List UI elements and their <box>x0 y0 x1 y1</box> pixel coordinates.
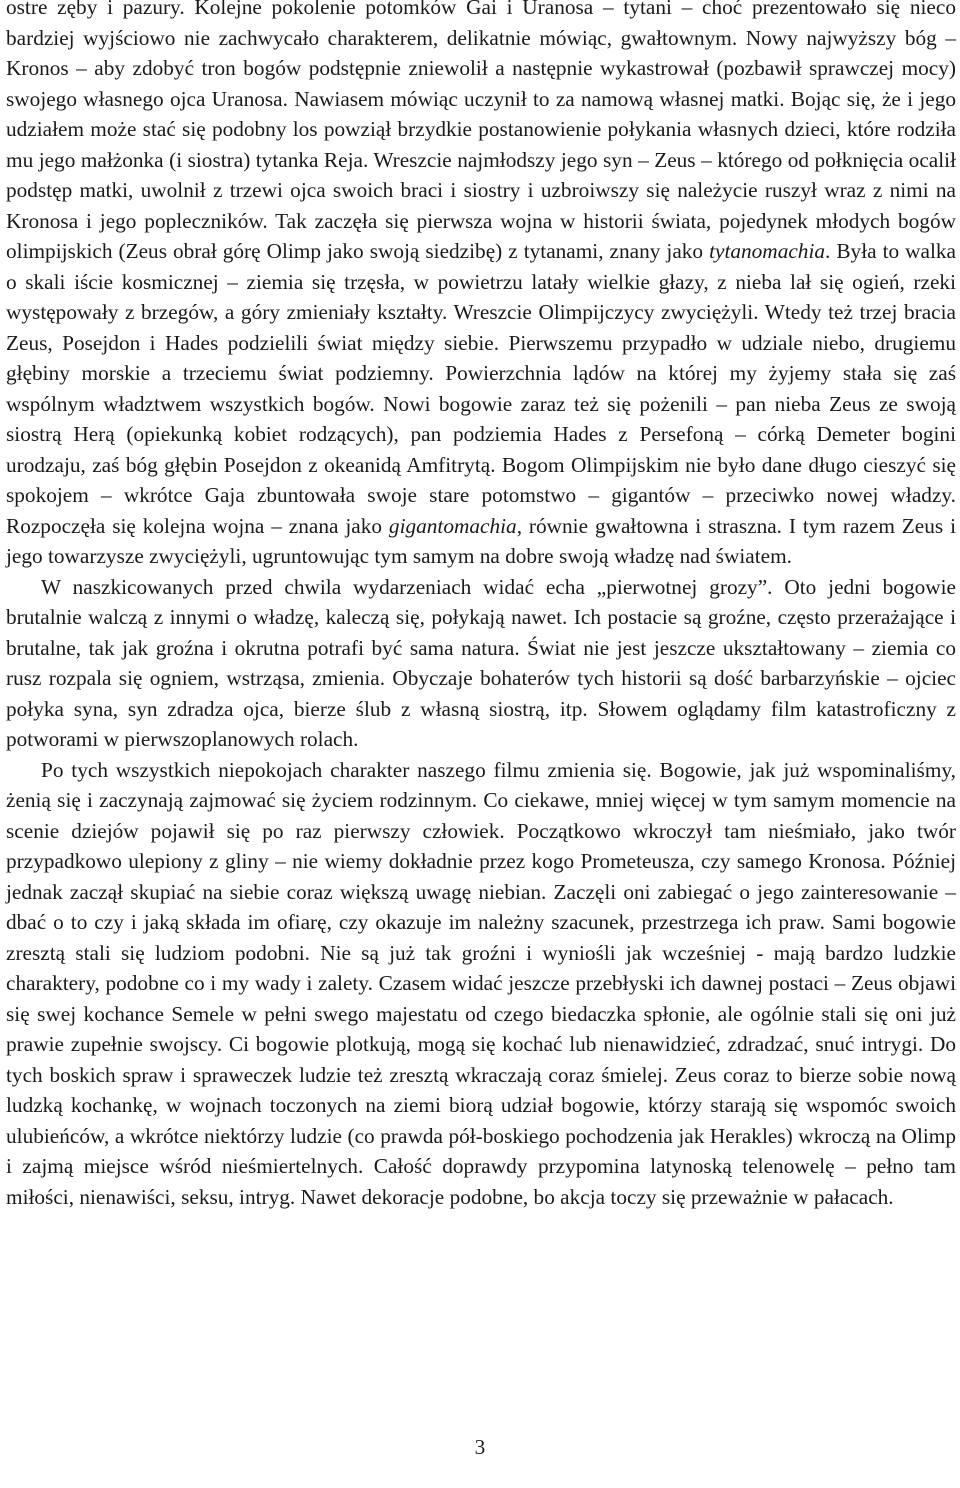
page-number: 3 <box>474 1435 486 1459</box>
term-tytanomachia: tytanomachia <box>709 239 826 263</box>
paragraph-1-text-a: ostre zęby i pazury. Kolejne pokolenie potomków Gai i Uranosa – tytani – choć prezentowało się nieco bardziej wyjściowo nie zachwycało charakterem, delikatnie mówiąc, gwałtownym. Nowy najwyższy bóg – Kronos – aby zdobyć tron bogów podstępnie zniewolił a następnie wykastrował (pozbawił sprawczej mocy) swojego własnego ojca Uranosa. Nawiasem mówiąc uczynił to za namową własnej matki. Bojąc się, że i jego udziałem może stać się podobny los powziął brzydkie postanowienie połykania własnych dzieci, które rodziła mu jego małżonka (i siostra) tytanka Reja. Wreszcie najmłodszy jego syn – Zeus – którego od połknięcia ocalił podstęp matki, uwolnił z trzewi ojca swoich braci i siostry i uzbroiwszy się należycie ruszył wraz z nimi na Kronosa i jego popleczników. Tak zaczęła się pierwsza wojna w historii świata, pojedynek młodych bogów olimpijskich (Zeus obrał górę Olimp jako swoją siedzibę) z tytanami, znany jako <box>6 0 956 263</box>
paragraph-1-text-c: , równie gwałtowna i straszna. I tym razem Zeus i jego towarzysze zwyciężyli, ugruntowując tym samym na dobre swoją władzę nad światem. <box>6 513 956 568</box>
paragraph-1-text-b: . Była to walka o skali iście kosmicznej – ziemia się trzęsła, w powietrzu latały wielkie głazy, z nieba lał się ogień, rzeki występowały z brzegów, a góry zmieniały kształty. Wreszcie Olimpijczycy zwyciężyli. Wtedy też trzej bracia Zeus, Posejdon i Hades podzielili świat między siebie. Pierwszemu przypadło w udziale niebo, drugiemu głębiny morskie a trzeciemu świat podziemny. Powierzchnia lądów na której my żyjemy stała się zaś wspólnym władztwem wszystkich bogów. Nowi bogowie zaraz też się pożenili – pan nieba Zeus ze swoją siostrą Herą (opiekunką kobiet rodzących), pan podziemia Hades z Persefoną – córką Demeter bogini urodzaju, zaś bóg głębin Posejdon z okeanidą Amfitrytą. Bogom Olimpijskim nie było dane długo cieszyć się spokojem – wkrótce Gaja zbuntowała swoje stare potomstwo – gigantów – przeciwko nowej władzy. Rozpoczęła się kolejna wojna – znana jako <box>6 239 956 538</box>
page-body <box>6 0 956 1212</box>
paragraph-3 <box>6 755 956 1213</box>
paragraph-2-text: W naszkicowanych przed chwila wydarzeniach widać echa „pierwotnej grozy”. Oto jedni bogowie brutalnie walczą z innymi o władzę, kaleczą się, połykają nawet. Ich postacie są groźne, często przerażające i brutalne, tak jak groźna i okrutna potrafi być sama natura. Świat nie jest jeszcze ukształtowany – ziemia co rusz rozpala się ogniem, wstrząsa, zmienia. Obyczaje bohaterów tych historii są dość barbarzyńskie – ojciec połyka syna, syn zdradza ojca, bierze ślub z własną siostrą, itp. Słowem oglądamy film katastroficzny z potworami w pierwszoplanowych rolach. <box>6 574 956 751</box>
term-gigantomachia: gigantomachia <box>388 513 517 538</box>
paragraph-3-text: Po tych wszystkich niepokojach charakter naszego filmu zmienia się. Bogowie, jak już wspominaliśmy, żenią się i zaczynają zajmować się życiem rodzinnym. Co ciekawe, mniej więcej w tym samym momencie na scenie dziejów pojawił się po raz pierwszy człowiek. Początkowo wkroczył tam nieśmiało, jako twór przypadkowo ulepiony z gliny – nie wiemy dokładnie przez kogo Prometeusza, czy samego Kronosa. Później jednak zaczął skupiać na siebie coraz większą uwagę niebian. Zaczęli oni zabiegać o jego zainteresowanie – dbać o to czy i jaką składa im ofiarę, czy okazuje im należny szacunek, przestrzega ich praw. Sami bogowie zresztą stali się ludziom podobni. Nie są już tak groźni i wyniośli jak wcześniej - mają bardzo ludzkie charaktery, podobne co i my wady i zalety. Czasem widać jeszcze przebłyski ich dawnej postaci – Zeus objawi się swej kochance Semele w pełni swego majestatu od czego biedaczka spłonie, ale ogólnie stali się oni już prawie zupełnie swojscy. Ci bogowie plotkują, mogą się kochać lub nienawidzieć, zdradzać, snuć intrygi. Do tych boskich spraw i spraweczek ludzie też zresztą wkraczają coraz śmielej. Zeus coraz to bierze sobie nową ludzką kochankę, w wojnach toczonych na ziemi biorą udział bogowie, którzy starają się wspomóc swoich ulubieńców, a wkrótce niektórzy ludzie (co prawda pół-boskiego pochodzenia jak Herakles) wkroczą na Olimp i zajmą miejsce wśród nieśmiertelnych. Całość doprawdy przypomina latynoską telenowelę – pełno tam miłości, nienawiści, seksu, intryg. Nawet dekoracje podobne, bo akcja toczy się przeważnie w pałacach. <box>6 757 956 1209</box>
paragraph-2 <box>6 572 956 755</box>
paragraph-1 <box>6 0 956 572</box>
